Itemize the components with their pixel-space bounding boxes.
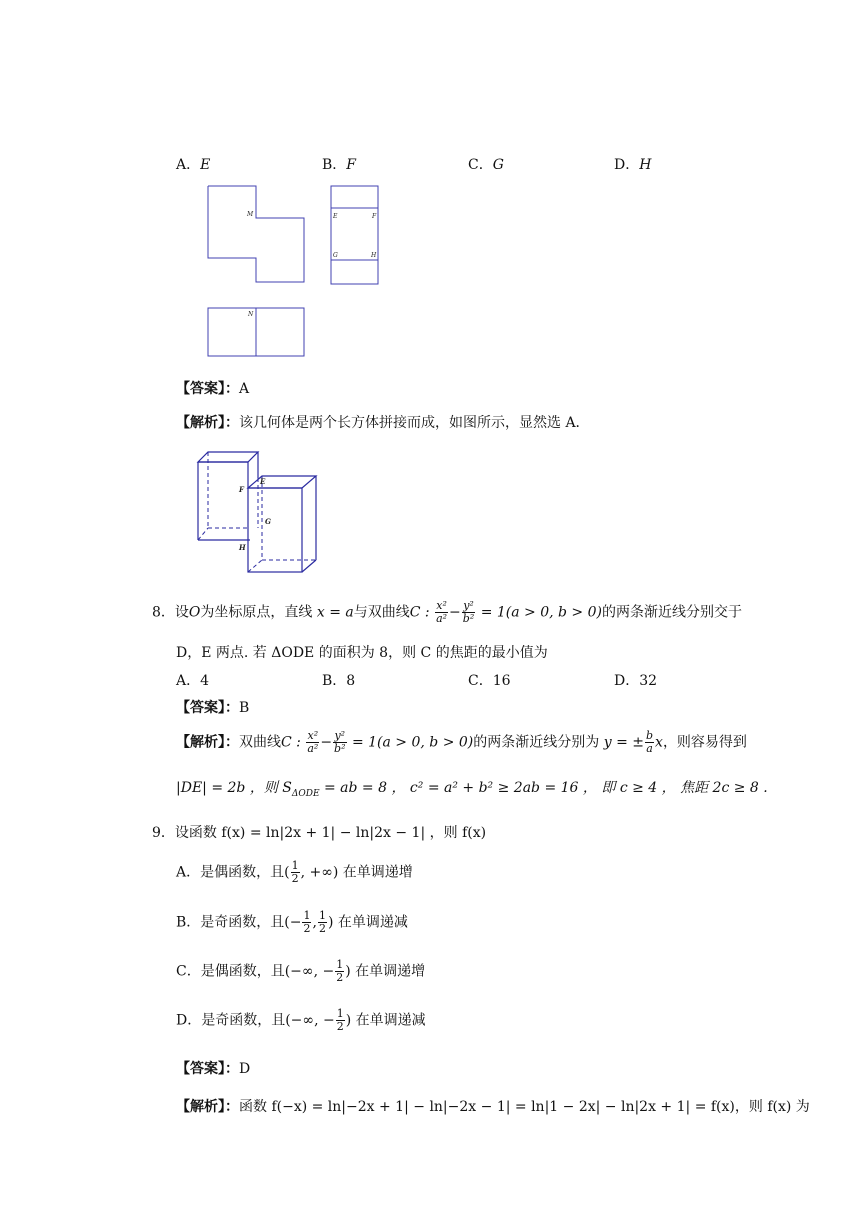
q7-option-c: C．G [468,157,504,173]
label-m: M [247,211,254,218]
side-view-shape [331,186,378,284]
label-e: E [333,213,338,220]
q8-stem-line1: 8．设O为坐标原点，直线 x = a与双曲线C : $\frac{\text{x²}}{\text{a²}}$ − $\frac{\text{y²}}{\text{b²}}$ = 1(a > 0, b > 0)的两条渐近线分别交于 [152,599,742,625]
q9-option-c: C．是偶函数，且(−∞, − $\frac{1}{2}$ ) 在单调递增 [176,958,426,984]
q8-option-b: B．8 [322,673,356,689]
q9-option-d: D．是奇函数，且(−∞, − $\frac{1}{2}$ ) 在单调递减 [176,1007,426,1033]
q9-stem: 9．设函数 f(x) = ln|2x + 1| − ln|2x − 1| ，则 f(x) [152,825,487,841]
label-g: G [333,252,338,259]
cube-label-h: H [239,543,246,552]
q9-answer: 【答案】：D [176,1061,251,1077]
q7-analysis: 【解析】：该几何体是两个长方体拼接而成，如图所示，显然选 A． [176,415,590,431]
cube-label-e: E [260,477,266,486]
q8-stem-line2: D，E 两点. 若 ΔODE 的面积为 8，则 C 的焦距的最小值为 [176,645,548,661]
q7-option-d: D．H [614,157,652,173]
q8-answer: 【答案】：B [176,700,250,716]
q7-option-a: A．E [176,157,211,173]
q8-option-a: A．4 [176,673,210,689]
q9-analysis: 【解析】：函数 f(−x) = ln|−2x + 1| − ln|−2x − 1| = ln|1 − 2x| − ln|2x + 1| = f(x)，则 f(x) 为 [176,1099,810,1115]
label-n: N [248,311,254,318]
cube-label-g: G [265,517,271,526]
q8-analysis-line2: |DE| = 2b ，则 $S_{\Delta ODE}$ = ab = 8 ， c² = a² + b² ≥ 2ab = 16 ， 即 c ≥ 4 ， 焦距 2c ≥ 8 . [176,780,768,799]
q8-frac-x: $\frac{\text{x²}}{\text{a²}}$ [436,599,448,625]
q7-answer: 【答案】：A [176,381,250,397]
q8-analysis-line1: 【解析】：双曲线C : $\frac{\text{x²}}{\text{a²}}$ − $\frac{\text{y²}}{\text{b²}}$ = 1(a > 0, b > 0)的两条渐近线分别为 y = ± $\frac{b}{a}$ x，则容易得到 [176,729,747,755]
q8-option-d: D．32 [614,673,658,689]
q8-frac-y: $\frac{\text{y²}}{\text{b²}}$ [462,599,475,625]
q7-option-b: B．F [322,157,357,173]
cube-label-f: F [239,485,244,494]
q9-option-b: B．是奇函数，且(− $\frac{1}{2}$ , $\frac{1}{2}$ ) 在单调递减 [176,909,408,935]
label-f: F [372,213,377,220]
front-view-shape [208,186,304,282]
cuboid-figure [192,448,332,578]
three-view-figure [200,180,390,360]
q9-option-a: A．是偶函数，且( $\frac{1}{2}$ , +∞) 在单调递增 [176,859,413,885]
label-h: H [371,252,377,259]
q8-option-c: C．16 [468,673,511,689]
